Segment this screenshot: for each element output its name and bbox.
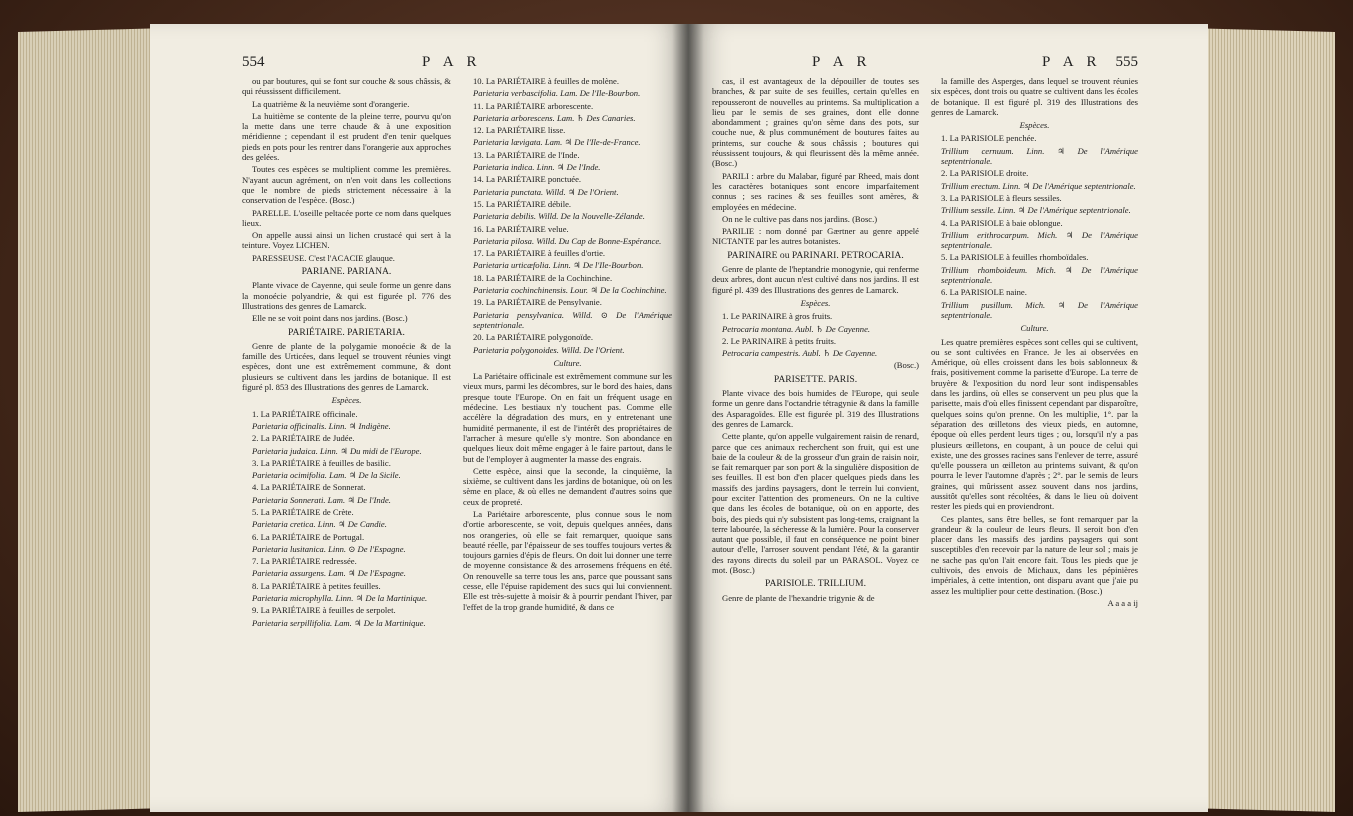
- text-line: 20. La PARIÉTAIRE polygonoïde.: [473, 332, 594, 343]
- text-line: 17. La PARIÉTAIRE à feuilles d'ortie.: [473, 248, 606, 259]
- text-line: Trillium sessile. Linn. ♃ De l'Amérique septentrionale.: [941, 205, 1131, 216]
- text-line: La Pariétaire officinale est extrêmement commune sur les vieux murs, parmi les décombres, sur le bord des haies, dans presque toute l'Europe. On en fait un fréquent usage en médecine. Les bestiaux n'y touchent pas. Comme elle accélère la dégradation des murs, en y entretenant une humidité permanente, il est de l'intérêt des propriétaires de l'arracher à mesure qu'elle s'y montre. Son abondance en quelques lieux doit même engager à le faire partout, dans le but de l'employer à augmenter la masse des engrais.: [463, 371, 672, 464]
- text-line: Trillium erectum. Linn. ♃ De l'Amérique septentrionale.: [941, 180, 1136, 191]
- text-line: Parietaria indica. Linn. ♃ De l'Inde.: [473, 162, 601, 173]
- left-page: [150, 24, 690, 812]
- text-line: 5. La PARISIOLE à feuilles rhomboïdales.: [941, 252, 1089, 263]
- text-line: 12. La PARIÉTAIRE lisse.: [473, 125, 566, 136]
- text-line: Cette plante, qu'on appelle vulgairement raisin de renard, parce que ces animaux recherchent son fruit, qui est une baie de la couleur & de la grosseur d'un grain de raisin noir, se fait remarquer par son port & la singulière disposition de ses feuilles. Il est bon d'en placer quelques pieds dans les massifs des jardins paysagers, dont le terrein lui convient, pour exciter l'attention des promeneurs. On ne la cultive que dans les écoles de botanique, où on en apporte, des bois, des pieds qui n'y subsistent pas long-tems, craignant la terre labourée, la sécheresse & la lumière. Pour la conserver autant que possible, il faut en conséquence ne point biner autour d'elle, l'arroser souvent pendant l'été, & la garantir des rayons directs du soleil par un PARASOL. Voyez ce mot. (Bosc.): [712, 431, 919, 576]
- text-line: Parietaria ocimifolia. Lam. ♃ De la Sicile.: [252, 470, 401, 481]
- text-line: La huitième se contente de la pleine terre, pourvu qu'on la mette dans une terre chaude & à une exposition méridienne ; cependant il est prudent d'en tenir quelques pieds en pots pour les rentrer dans l'orangerie aux approches des gelées.: [242, 110, 451, 163]
- text-line: Genre de plante de l'hexandrie trigynie & de: [722, 592, 875, 603]
- right-page: [688, 24, 1208, 812]
- text-line: PARILI : arbre du Malabar, figuré par Rheed, mais dont les caractères botaniques sont encore imparfaitement connus ; ses racines & ses feuilles sont amères, & employées en médecine.: [712, 170, 919, 212]
- text-line: A a a a ij: [1107, 597, 1138, 608]
- text-line: Trillium erithrocarpum. Mich. ♃ De l'Amérique septentrionale.: [941, 229, 1138, 251]
- running-head: P A R: [422, 54, 482, 70]
- entry-title: PARISIOLE. TRILLIUM.: [764, 578, 866, 590]
- left-page-edges: [18, 28, 168, 812]
- text-line: 10. La PARIÉTAIRE à feuilles de molène.: [473, 76, 620, 86]
- text-line: Toutes ces espèces se multiplient comme les premières. N'ayant aucun agrément, on n'en voit dans les collections que le nombre de pieds strictement nécessaire à la conservation de l'espèce. (Bosc.): [242, 164, 451, 206]
- running-head-2: P A R: [1042, 54, 1102, 70]
- text-line: 11. La PARIÉTAIRE arborescente.: [473, 100, 594, 111]
- text-line: 7. La PARIÉTAIRE redressée.: [252, 556, 357, 567]
- text-line: Parietaria assurgens. Lam. ♃ De l'Espagne.: [252, 568, 406, 579]
- text-line: Petrocaria montana. Aubl. ♄ De Cayenne.: [722, 323, 871, 334]
- text-line: 3. La PARIÉTAIRE à feuilles de basilic.: [252, 457, 391, 468]
- text-line: On ne le cultive pas dans nos jardins. (Bosc.): [722, 213, 878, 224]
- text-line: ou par boutures, qui se font sur couche & sous châssis, & qui réussissent difficilement.: [242, 76, 451, 97]
- text-line: Parietaria officinalis. Linn. ♃ Indigène.: [252, 420, 391, 431]
- text-line: Parietaria pilosa. Willd. Du Cap de Bonne-Espérance.: [473, 235, 662, 246]
- book-gutter: [672, 24, 704, 812]
- text-line: Parietaria arborescens. Lam. ♄ Des Canaries.: [473, 112, 636, 123]
- text-line: 1. Le PARINAIRE à gros fruits.: [722, 311, 833, 322]
- text-line: Elle ne se voit point dans nos jardins. (Bosc.): [252, 313, 408, 324]
- text-line: 14. La PARIÉTAIRE ponctuée.: [473, 174, 582, 185]
- entry-title: PARINAIRE ou PARINARI. PETROCARIA.: [727, 249, 904, 261]
- entry-title: PARISETTE. PARIS.: [773, 373, 858, 385]
- text-line: La quatrième & la neuvième sont d'orangerie.: [252, 98, 410, 109]
- section-heading: Culture.: [1020, 323, 1049, 334]
- page-number: 555: [1115, 54, 1138, 70]
- section-heading: Culture.: [553, 357, 582, 368]
- text-line: Plante vivace de Cayenne, qui seule forme un genre dans la monoécie polyandrie, & qui est figurée pl. 776 des Illustrations des genres de Lamarck.: [242, 280, 451, 311]
- text-line: Trillium rhomboideum. Mich. ♃ De l'Amérique septentrionale.: [941, 264, 1138, 286]
- left-column-1: [242, 76, 451, 630]
- text-line: 3. La PARISIOLE à fleurs sessiles.: [941, 192, 1062, 203]
- text-line: la famille des Asperges, dans lequel se trouvent réunies six espèces, dont trois ou quatre se cultivent dans les écoles de botanique. Il est figuré pl. 319 des Illustrations des genres de Lamarck.: [931, 76, 1138, 117]
- text-line: Petrocaria campestris. Aubl. ♄ De Cayenne.: [722, 348, 878, 359]
- text-line: 6. La PARISIOLE naine.: [941, 287, 1027, 298]
- text-line: 16. La PARIÉTAIRE velue.: [473, 223, 569, 234]
- text-line: Genre de plante de la polygamie monoécie & de la famille des Urticées, dans lequel se trouvent réunies vingt espèces, dont une est extrêmement commune, & dont plusieurs se cultivent dans les jardins de botanique. Il est figuré pl. 853 des Illustrations des genres de Lamarck.: [242, 340, 451, 393]
- text-line: 18. La PARIÉTAIRE de la Cochinchine.: [473, 272, 613, 283]
- text-line: PARELLE. L'oseille peltacée porte ce nom dans quelques lieux.: [242, 207, 451, 228]
- text-line: PARILIE : nom donné par Gærtner au genre appelé NICTANTE par les autres botanistes.: [712, 226, 919, 247]
- text-line: Parietaria serpillifolia. Lam. ♃ De la Martinique.: [252, 617, 426, 628]
- section-heading: Espèces.: [1019, 120, 1050, 131]
- right-page-header: [712, 24, 1138, 76]
- text-line: Parietaria lusitanica. Linn. ⊙ De l'Espagne.: [252, 543, 406, 554]
- text-line: 9. La PARIÉTAIRE à feuilles de serpolet.: [252, 605, 396, 616]
- left-page-header: [242, 24, 672, 76]
- text-line: Parietaria debilis. Willd. De la Nouvelle-Zélande.: [473, 211, 645, 222]
- text-line: Parietaria cochinchinensis. Lour. ♃ De la Cochinchine.: [473, 285, 667, 296]
- text-line: 2. Le PARINAIRE à petits fruits.: [722, 335, 837, 346]
- text-line: 1. La PARISIOLE penchée.: [941, 133, 1037, 144]
- text-line: Les quatre premières espèces sont celles qui se cultivent, ou se sont cultivées en France. Je les ai observées en Amérique, où elles croissent dans les bois sablonneux & frais, positivement comme la parisette d'Europe. La terre de bruyère & l'exposition du nord leur sont indispensables dans les jardins, où elles se conservent un peu plus que la parisette, mais d'où elles finissent cependant par disparoître, quelques soins qu'on prenne. On les multiplie, 1°. par la séparation des œilletons des vieux pieds, en automne, époque où elles perdent leurs tiges ; ou, lorsqu'il n'y a pas plusieurs œilletons, en coupant, à un pouce de celui qui existe, une des grosses racines sans l'enlever de terre, assuré qu'elle poussera un œilleton au printems suivant, & qu'on pourra le lever l'automne d'après ; 2°. par le semis de leurs graines, qui mûrissent assez souvent dans nos jardins, aussitôt qu'elles sont récoltées, & dans le lieu où doivent rester les pieds qui en proviendront.: [931, 336, 1138, 512]
- page-number: 554: [242, 54, 265, 70]
- text-line: Parietaria judaica. Linn. ♃ Du midi de l'Europe.: [252, 445, 422, 456]
- text-line: La Pariétaire arborescente, plus connue sous le nom d'ortie arborescente, se voit, depuis quelques années, dans nos orangeries, où elle se fait remarquer, quoique sans beauté réelle, par l'épaisseur de ses touffes toujours vertes & toujours garnies d'épis de fleurs. On doit lui donner une terre de moyenne consistance & des arrosemens fréquens en été. On renouvelle sa terre tous les ans, parce que poussant sans cesse, elle l'épuise rapidement des sucs qui lui conviennent. Elle est très-sujette à moisir & à pourrir pendant l'hiver, par l'effet de la trop grande humidité, & dans ce: [463, 508, 672, 612]
- right-column-1: [712, 76, 919, 610]
- text-line: Genre de plante de l'heptandrie monogynie, qui renferme deux arbres, dont aucun n'est cultivé dans nos jardins. Il est figuré pl. 439 des Illustrations des genres de Lamarck.: [712, 264, 919, 295]
- text-line: 19. La PARIÉTAIRE de Pensylvanie.: [473, 297, 602, 308]
- text-line: Ces plantes, sans être belles, se font remarquer par la grandeur & la couleur de leurs fleurs. Il seroit bon d'en placer dans les massifs des jardins paysagers qui sont susceptibles d'en recevoir par la nature de leur sol ; mais je ne sache pas qu'on l'ait encore fait. Tous les pieds que je cultivois, des envois de Michaux, dans les pépinières impériales, à cette intention, ont disparu avant que j'aie pu assez les multiplier pour cette destination. (Bosc.): [931, 513, 1138, 596]
- right-column-2: [931, 76, 1138, 610]
- text-line: Parietaria punctata. Willd. ♃ De l'Orient.: [473, 186, 619, 197]
- text-line: 6. La PARIÉTAIRE de Portugal.: [252, 531, 365, 542]
- text-line: 5. La PARIÉTAIRE de Crète.: [252, 506, 354, 517]
- section-heading: Espèces.: [331, 395, 362, 406]
- text-line: Cette espèce, ainsi que la seconde, la cinquième, la sixième, se cultivent dans les jardins de botanique, où on les sème en place, & où elles ne demandent d'autres soins que ceux de propreté.: [463, 465, 672, 507]
- text-line: Parietaria polygonoides. Willd. De l'Orient.: [473, 344, 625, 355]
- text-line: 2. La PARIÉTAIRE de Judée.: [252, 433, 355, 444]
- text-line: 8. La PARIÉTAIRE à petites feuilles.: [252, 580, 381, 591]
- text-line: Plante vivace des bois humides de l'Europe, qui seule forme un genre dans l'octandrie tétragynie & dans la famille des Asparagoïdes. Elle est figurée pl. 319 des Illustrations des genres de Lamarck.: [712, 388, 919, 429]
- entry-title: PARIÉTAIRE. PARIETARIA.: [288, 326, 405, 338]
- section-heading: Espèces.: [800, 297, 831, 308]
- text-line: Parietaria cretica. Linn. ♃ De Candie.: [252, 519, 387, 530]
- text-line: On appelle aussi ainsi un lichen crustacé qui sert à la teinture. Voyez LICHEN.: [242, 230, 451, 251]
- running-head: P A R: [812, 54, 872, 70]
- text-line: Parietaria verbascifolia. Lam. De l'Ile-Bourbon.: [473, 88, 641, 99]
- text-line: 4. La PARISIOLE à baie oblongue.: [941, 217, 1063, 228]
- text-line: 13. La PARIÉTAIRE de l'Inde.: [473, 149, 580, 160]
- text-line: Parietaria microphylla. Linn. ♃ De la Martinique.: [252, 593, 428, 604]
- text-line: 15. La PARIÉTAIRE débile.: [473, 198, 572, 209]
- left-column-2: [463, 76, 672, 630]
- text-line: cas, il est avantageux de la dépouiller de toutes ses branches, & par suite de ses feuilles, certain qu'elles en repousseront de nouvelles au printems. Sa multiplication a lieu par le semis de ses graines, dont elle donne abondamment ; graines qu'on sème dans des pots, sur couche nue, & plus communément de boutures faites au printems, sur couche & sous châssis ; boutures qui réussissent toujours, & qui fleurissent dès la même année. (Bosc.): [712, 76, 919, 169]
- text-line: Parietaria Sonnerati. Lam. ♃ De l'Inde.: [252, 494, 391, 505]
- text-line: Parietaria urticæfolia. Linn. ♃ De l'Ile-Bourbon.: [473, 260, 644, 271]
- text-line: Trillium pusillum. Mich. ♃ De l'Amérique septentrionale.: [941, 299, 1138, 320]
- text-line: 4. La PARIÉTAIRE de Sonnerat.: [252, 482, 366, 493]
- text-line: (Bosc.): [893, 360, 919, 371]
- entry-title: PARIANE. PARIANA.: [301, 266, 392, 278]
- text-line: Parietaria pensylvanica. Willd. ⊙ De l'Amérique septentrionale.: [473, 309, 672, 330]
- text-line: 1. La PARIÉTAIRE officinale.: [252, 408, 358, 419]
- text-line: 2. La PARISIOLE droite.: [941, 168, 1029, 179]
- text-line: Parietaria lævigata. Lam. ♃ De l'Ile-de-France.: [473, 137, 641, 148]
- text-line: PARESSEUSE. C'est l'ACACIE glauque.: [252, 252, 395, 263]
- text-line: Trillium cernuum. Linn. ♃ De l'Amérique septentrionale.: [941, 145, 1138, 167]
